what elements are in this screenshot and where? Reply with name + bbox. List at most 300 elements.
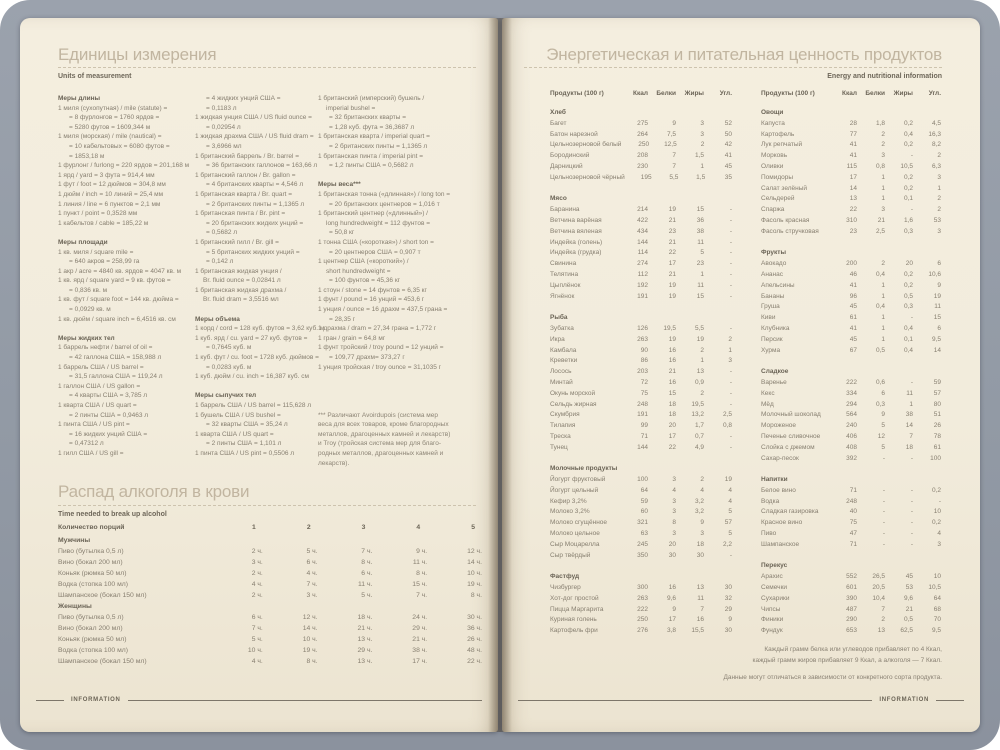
- product-name: Кекс: [761, 389, 775, 397]
- hours-value: 11 ч.: [412, 559, 428, 566]
- nutrition-value: 64: [640, 486, 648, 494]
- beverage-label: Шампанское (бокал 150 мл): [58, 592, 147, 599]
- unit-line: 1 гилл США / US gill =: [58, 449, 124, 457]
- nutrition-value: 126: [637, 324, 648, 332]
- nutrition-value: 2,2: [722, 540, 732, 548]
- unit-line: = 0,7645 куб. м: [206, 344, 252, 352]
- unit-line: = 3,6966 мл: [206, 142, 242, 150]
- nutrition-row: [550, 379, 732, 390]
- unit-line: = 50,8 кг: [329, 229, 355, 237]
- nutrition-value: 276: [637, 627, 648, 635]
- product-name: Шампанское: [761, 540, 800, 548]
- nutrition-row: [761, 433, 941, 444]
- nutrition-value: 15: [668, 389, 676, 397]
- nutrition-value: 1: [881, 184, 885, 192]
- alcohol-header-label: Количество порций: [58, 524, 125, 531]
- nutrition-value: 53: [933, 216, 941, 224]
- nutrition-section-name: Сладкое: [761, 368, 789, 376]
- nutrition-value: 2: [700, 476, 704, 484]
- nutrition-value: 11: [697, 594, 704, 602]
- nutrition-value: -: [882, 530, 885, 538]
- unit-line: 1 фунт тройский / troy pound = 12 унций =: [318, 344, 444, 352]
- nutrition-value: 15: [933, 314, 941, 322]
- nutrition-value: 2: [700, 141, 705, 149]
- nutrition-value: 1: [881, 324, 885, 332]
- nutrition-row: [550, 401, 732, 412]
- nutrition-row: [761, 379, 941, 390]
- unit-line: 1 миля (морская) / mile (nautical) =: [58, 133, 162, 141]
- product-name: Цыплёнок: [550, 281, 581, 289]
- product-name: Цельнозерновой белый: [550, 141, 622, 149]
- nutrition-value: 5: [700, 249, 704, 257]
- nutrition-value: 21: [905, 605, 913, 613]
- nutrition-value: 90: [640, 346, 648, 354]
- nutrition-value: 19: [668, 292, 676, 300]
- product-name: Помидоры: [761, 173, 794, 181]
- nutrition-row: [761, 455, 941, 466]
- nutrition-value: 17: [668, 432, 676, 440]
- nutrition-value: 16: [668, 584, 676, 592]
- nutrition-header-row: [550, 90, 732, 109]
- hours-value: 48 ч.: [467, 647, 482, 654]
- unit-line: 1 британский галлон / Br. gallon =: [195, 171, 296, 179]
- unit-line: = 1,28 куб. фута = 36,3687 л: [329, 123, 415, 131]
- nutrition-value: 2: [700, 346, 704, 354]
- nutrition-value: 30: [724, 584, 732, 592]
- product-name: Пиво: [761, 530, 777, 538]
- product-name: Кефир 3,2%: [550, 497, 587, 505]
- nutrition-value: 248: [846, 497, 857, 505]
- nutrition-value: 1,6: [903, 216, 913, 224]
- unit-line: = 36 британских галлонов = 163,66 л: [206, 162, 318, 170]
- unit-line: 1 куб. фут / cu. foot = 1728 куб. дюймов =: [195, 354, 319, 362]
- nutrition-value: 2,5: [875, 227, 885, 235]
- products-header: Продукты (100 г): [550, 90, 604, 97]
- units-footnote-line: родных металлов, драгоценных камней и: [318, 449, 444, 457]
- nutrition-value: 1,7: [694, 422, 704, 430]
- nutrition-value: 3: [700, 130, 704, 138]
- unit-line: 1 британская кварта / Br. quart =: [195, 190, 293, 198]
- unit-section-heading: Меры сыпучих тел: [195, 392, 257, 400]
- nutrition-value: 1: [881, 314, 885, 322]
- product-name: Сладкая газировка: [761, 508, 819, 516]
- nutrition-row: [550, 293, 732, 304]
- beverage-label: Вино (бокал 200 мл): [58, 559, 123, 566]
- hours-value: 14 ч.: [467, 559, 482, 566]
- nutrition-value: 61: [849, 314, 857, 322]
- nutrition-row: [761, 336, 941, 347]
- nutrition-value: 248: [637, 400, 648, 408]
- beverage-label: Коньяк (рюмка 50 мл): [58, 636, 127, 643]
- nutrition-value: 9,6: [903, 594, 913, 602]
- hours-value: 21 ч.: [412, 636, 428, 643]
- nutrition-value: 67: [849, 346, 857, 354]
- nutrition-value: 601: [846, 584, 857, 592]
- nutrition-value: 2: [881, 130, 885, 138]
- unit-section-heading: Меры веса***: [318, 181, 361, 189]
- beverage-label: Шампанское (бокал 150 мл): [58, 658, 147, 665]
- nutrition-value: 4,5: [931, 119, 941, 127]
- nutrition-value: 6: [937, 260, 941, 268]
- footer-label: INFORMATION: [879, 697, 929, 703]
- nutrition-row: [550, 228, 732, 239]
- nutrition-value: 7: [881, 605, 885, 613]
- unit-line: = 109,77 драхм= 373,27 г: [329, 354, 405, 362]
- product-name: Дарницкий: [550, 162, 583, 170]
- unit-section-heading: Меры жидких тел: [58, 334, 115, 342]
- nutrition-row: [550, 141, 732, 152]
- nutrition-value: 23: [668, 227, 676, 235]
- hours-value: 14 ч.: [302, 625, 318, 632]
- hours-value: 15 ч.: [412, 581, 428, 588]
- hours-value: 3 ч.: [251, 559, 263, 566]
- hours-value: 19 ч.: [302, 647, 318, 654]
- units-subtitle: Units of measurement: [58, 73, 132, 80]
- product-name: Зубатка: [550, 324, 574, 332]
- product-name: Мёд: [761, 400, 774, 408]
- nutrition-row: [761, 487, 941, 498]
- alcohol-row: [58, 636, 482, 647]
- nutrition-row: [761, 401, 941, 412]
- unit-line: 1 гран / grain = 64,8 мг: [318, 334, 386, 342]
- nutrition-value: 10,5: [900, 162, 913, 170]
- nutrition-value: 3: [672, 530, 676, 538]
- unit-line: 1 унция / ounce = 16 драхм = 437,5 грана =: [318, 306, 448, 314]
- alcohol-row: [58, 570, 482, 581]
- nutrition-value: 10,5: [928, 584, 941, 592]
- nutrition-value: 21: [668, 216, 676, 224]
- nutrition-value: 5: [728, 530, 732, 538]
- nutrition-value: 0,5: [875, 346, 885, 354]
- unit-line: 1 кв. фут / square foot = 144 кв. дюйма =: [58, 296, 179, 304]
- nutrition-value: 144: [637, 443, 648, 451]
- nutrition-row: [550, 552, 732, 563]
- section-gap: [761, 357, 941, 368]
- nutrition-value: 26,5: [872, 573, 885, 581]
- unit-line: 1 жидкая унция США / US fluid ounce =: [195, 114, 312, 122]
- nutrition-value: 0,3: [903, 303, 913, 311]
- nutrition-value: 7: [700, 605, 704, 613]
- unit-line: = 1,2 пинты США = 0,5682 л: [329, 162, 414, 170]
- product-name: Водка: [761, 497, 780, 505]
- nutrition-value: 57: [724, 519, 732, 527]
- unit-line: 1 баррель США / US barrel = 115,628 л: [195, 402, 312, 409]
- product-name: Морковь: [761, 152, 788, 160]
- nutrition-value: 70: [933, 616, 941, 624]
- nutrition-value: 1: [881, 195, 885, 203]
- unit-line: 1 куб. дюйм / cu. inch = 16,387 куб. см: [195, 373, 309, 381]
- nutrition-value: 42: [724, 141, 732, 149]
- nutrition-value: 14: [933, 346, 941, 354]
- nutrition-section-name: Молочные продукты: [550, 465, 618, 473]
- nutrition-value: 1,5: [694, 152, 704, 160]
- nutrition-value: 8,2: [931, 141, 941, 149]
- nutrition-value: 1: [909, 400, 913, 408]
- unit-section-heading: Меры площади: [58, 238, 108, 246]
- footer-rule-long: [518, 700, 872, 701]
- nutrition-value: 1: [700, 357, 704, 365]
- hours-value: 21 ч.: [357, 625, 373, 632]
- nutrition-value: 0,4: [903, 130, 913, 138]
- nutrition-value: 653: [846, 627, 857, 635]
- unit-line: 1 кв. миля / square mile =: [58, 248, 134, 256]
- unit-line: 1 баррель США / US barrel =: [58, 363, 144, 371]
- nutrition-value: 75: [849, 519, 857, 527]
- nutrition-row: [550, 152, 732, 163]
- product-name: Сыр Моцарелла: [550, 540, 600, 548]
- nutrition-value: 3: [700, 119, 704, 127]
- product-name: Салат зелёный: [761, 184, 808, 192]
- hours-value: 29 ч.: [412, 625, 428, 632]
- nutrition-value: 19: [724, 476, 732, 484]
- product-name: Камбала: [550, 346, 577, 354]
- note-line: каждый грамм жиров прибавляет 9 Ккал, а алкоголя — 7 Ккал.: [752, 656, 942, 664]
- nutrition-value: 3,8: [666, 627, 676, 635]
- unit-line: = 5 британских жидких унций =: [206, 248, 300, 256]
- spacer: [58, 324, 208, 334]
- product-name: Чизбургер: [550, 584, 581, 592]
- alcohol-header-row: [58, 524, 482, 537]
- unit-line: = 4 жидких унций США =: [206, 95, 281, 102]
- units-footnote-line: и Troy (тройская система мер для благо-: [318, 440, 441, 448]
- nutrition-value: 17: [849, 173, 857, 181]
- nutrition-value: 22: [668, 443, 676, 451]
- nutrition-value: 4,9: [694, 443, 704, 451]
- nutrition-value: 0,8: [722, 422, 732, 430]
- alcohol-divider: [58, 505, 476, 506]
- unit-line: = 2 пинты США = 0,9463 л: [69, 411, 149, 419]
- nutrition-value: 7: [909, 432, 913, 440]
- nutrition-row: [550, 444, 732, 455]
- alcohol-subtitle: Time needed to break up alcohol: [58, 511, 167, 518]
- nutrition-value: -: [910, 530, 913, 538]
- nutrition-value: 12,5: [664, 141, 677, 149]
- alcohol-group-name: Мужчины: [58, 537, 91, 544]
- nutrition-value: 263: [637, 335, 648, 343]
- nutrition-table-right: [761, 90, 941, 638]
- nutrition-row: [761, 541, 941, 552]
- nutrition-subtitle: Energy and nutritional information: [827, 73, 942, 80]
- product-name: Фасоль стручковая: [761, 227, 819, 235]
- nutrition-value: 552: [846, 573, 857, 581]
- nutrition-value: -: [882, 454, 885, 462]
- nutrition-row: [550, 616, 732, 627]
- beverage-label: Пиво (бутылка 0,5 л): [58, 614, 124, 621]
- nutrition-value: 4: [728, 486, 732, 494]
- unit-line: 1 кабельтов / cable = 185,22 м: [58, 219, 149, 227]
- unit-line: 1 тонна США («короткая») / short ton =: [318, 238, 434, 246]
- nutrition-value: -: [910, 486, 913, 494]
- nutrition-row: [761, 206, 941, 217]
- unit-line: = 0,142 л: [206, 258, 234, 266]
- beverage-label: Вино (бокал 200 мл): [58, 625, 123, 632]
- nutrition-value: 3: [672, 508, 676, 516]
- nutrition-value: 2: [937, 195, 941, 203]
- nutrition-table-left: [550, 90, 732, 638]
- product-name: Молоко 3,2%: [550, 508, 590, 516]
- hours-value: 6 ч.: [361, 570, 373, 577]
- nutrition-value: -: [882, 540, 885, 548]
- unit-line: = 28,35 г: [329, 315, 356, 323]
- product-name: Цельнозерновой чёрный: [550, 173, 625, 181]
- nutrition-row: [550, 498, 732, 509]
- right-page-footer: [518, 697, 964, 703]
- nutrition-value: 20: [905, 260, 913, 268]
- nutrition-row: [550, 368, 732, 379]
- nutrition-row: [761, 217, 941, 228]
- nutrition-value: 9: [700, 519, 704, 527]
- unit-line: = 1853,18 м: [69, 152, 105, 160]
- nutrition-row: [761, 606, 941, 617]
- nutrition-value: 0,9: [694, 378, 704, 386]
- nutrition-row: [761, 282, 941, 293]
- nutrition-value: 28: [849, 119, 857, 127]
- hours-value: 18 ч.: [357, 614, 373, 621]
- nutrition-value: 38: [905, 411, 913, 419]
- unit-line: 1 кв. ярд / square yard = 9 кв. футов =: [58, 277, 171, 285]
- product-name: Ветчина вяленая: [550, 227, 602, 235]
- alcohol-row: [58, 614, 482, 625]
- unit-line: = 31,5 галлона США = 119,24 л: [69, 373, 163, 381]
- unit-line: 1 фунт / pound = 16 унций = 453,6 г: [318, 296, 425, 304]
- nutrition-value: -: [882, 508, 885, 516]
- nutrition-value: 1: [700, 270, 704, 278]
- nutrition-value: 9: [881, 411, 885, 419]
- nutrition-value: 4: [672, 486, 676, 494]
- nutrition-value: 32: [724, 594, 732, 602]
- product-name: Картофель: [761, 130, 795, 138]
- unit-line: = 20 британских жидких унций =: [206, 219, 304, 227]
- nutrition-row: [761, 228, 941, 239]
- nutrition-row: [550, 249, 732, 260]
- nutrition-value: 9,6: [666, 594, 676, 602]
- nutrition-value: -: [729, 400, 732, 408]
- section-gap: [550, 455, 732, 466]
- nutrition-value: 0,1: [903, 335, 913, 343]
- nutrition-value: 38: [696, 227, 704, 235]
- hours-value: 24 ч.: [412, 614, 428, 621]
- product-name: Чипсы: [761, 605, 781, 613]
- nutrition-value: 350: [637, 551, 648, 559]
- product-name: Фундук: [761, 627, 783, 635]
- nutrition-row: [761, 120, 941, 131]
- unit-line: = 640 акров = 258,99 га: [69, 258, 140, 266]
- nutrition-value: 17: [668, 260, 676, 268]
- product-name: Окунь морской: [550, 389, 596, 397]
- alcohol-title: Распад алкоголя в крови: [58, 482, 250, 501]
- beverage-label: Водка (стопка 100 мл): [58, 647, 129, 654]
- nutrition-value: 26: [933, 422, 941, 430]
- alcohol-group-name: Женщины: [58, 603, 92, 610]
- nutrition-value: 5: [881, 443, 885, 451]
- nutrition-value: -: [729, 378, 732, 386]
- nutrition-value: 0,2: [931, 519, 941, 527]
- nutrition-value: 392: [846, 454, 857, 462]
- unit-line: short hundredweight =: [326, 267, 391, 275]
- footer-rule-long: [128, 700, 482, 701]
- nutrition-value: 0,2: [903, 281, 913, 289]
- nutrition-value: 23: [696, 260, 704, 268]
- unit-line: 1 британская тонна («длинная») / long ton =: [318, 190, 451, 198]
- unit-line: 1 жидкая драхма США / US fluid dram =: [195, 133, 314, 141]
- nutrition-section-name: Рыба: [550, 314, 568, 322]
- product-name: Картофель фри: [550, 627, 598, 635]
- nutrition-value: 13: [849, 195, 857, 203]
- units-footnote-line: *** Различают Avoirdupois (система мер: [318, 411, 438, 419]
- unit-line: = 32 британских кварты =: [329, 114, 407, 122]
- nutrition-section-name: Фастфуд: [550, 573, 580, 581]
- nutrition-value: 77: [849, 130, 857, 138]
- nutrition-row: [550, 476, 732, 487]
- hours-value: 5 ч.: [306, 548, 318, 555]
- nutrition-row: [761, 293, 941, 304]
- nutrition-value: 53: [905, 584, 913, 592]
- nutrition-value: -: [729, 281, 732, 289]
- unit-line: = 100 фунтов = 45,36 кг: [329, 277, 401, 285]
- nutrition-value: 422: [637, 216, 648, 224]
- nutrition-value: 21: [668, 368, 676, 376]
- right-page: [502, 18, 980, 732]
- product-name: Апельсины: [761, 281, 795, 289]
- nutrition-value: 2: [881, 141, 885, 149]
- nutrition-row: [761, 530, 941, 541]
- unit-line: 1 пункт / point = 0,3528 мм: [58, 210, 138, 218]
- nutrition-value: 195: [640, 173, 652, 181]
- nutrition-row: [550, 530, 732, 541]
- hours-value: 5 ч.: [251, 636, 263, 643]
- unit-section-heading: Меры объема: [195, 315, 240, 323]
- nutrition-value: 13: [696, 584, 704, 592]
- nutrition-value: -: [910, 378, 913, 386]
- product-name: Капуста: [761, 119, 785, 127]
- nutrition-value: 64: [933, 594, 941, 602]
- units-column-1: [58, 94, 208, 459]
- hours-value: 7 ч.: [416, 592, 428, 599]
- nutrition-value: 72: [640, 378, 648, 386]
- product-name: Телятина: [550, 270, 579, 278]
- nutrition-value: 0,2: [903, 119, 913, 127]
- nutrition-value: 75: [640, 389, 648, 397]
- nutrition-value: 9,5: [931, 627, 941, 635]
- product-name: Хурма: [761, 346, 781, 354]
- nutrition-value: 71: [640, 432, 648, 440]
- nutrition-value: 68: [933, 605, 941, 613]
- nutrition-value: 3: [700, 530, 704, 538]
- unit-line: = 0,0929 кв. м: [69, 306, 111, 314]
- nutrition-value: 7: [672, 152, 676, 160]
- nutrition-value: 30: [668, 551, 676, 559]
- unit-line: 1 миля (сухопутная) / mile (statute) =: [58, 104, 168, 112]
- nutrition-value: 0,2: [903, 270, 913, 278]
- nutrition-value: 45: [905, 573, 913, 581]
- nutrition-row: [761, 174, 941, 185]
- unit-line: 1 британский гилл / Br. gill =: [195, 238, 279, 246]
- nutrition-value: 50: [724, 130, 732, 138]
- nutrition-value: 61: [933, 443, 941, 451]
- nutrition-value: 0,4: [903, 346, 913, 354]
- nutrition-value: 20,5: [872, 584, 885, 592]
- nutrition-value: 78: [933, 432, 941, 440]
- nutrition-value: 7: [672, 162, 676, 170]
- unit-line: 1 британская пинта / imperial pint =: [318, 152, 423, 160]
- product-name: Сельдерей: [761, 195, 795, 203]
- nutrition-value: 41: [849, 281, 857, 289]
- product-name: Печенье сливочное: [761, 432, 821, 440]
- beverage-label: Коньяк (рюмка 50 мл): [58, 570, 127, 577]
- product-name: Финики: [761, 616, 784, 624]
- nutrition-value: -: [729, 432, 732, 440]
- nutrition-value: 20: [668, 422, 676, 430]
